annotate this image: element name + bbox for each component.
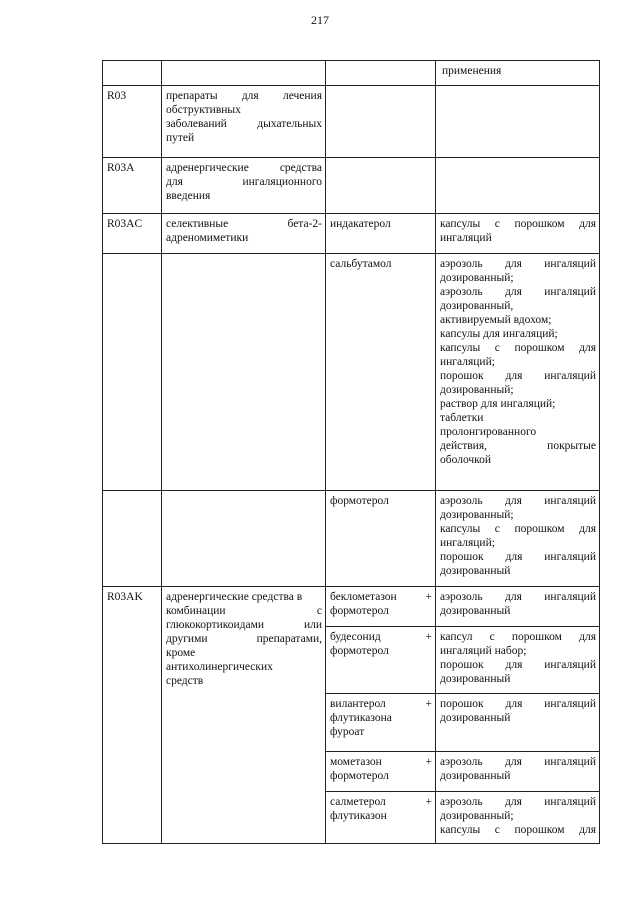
inn-cell [326, 694, 436, 752]
text-line: порошок для ингаляций [440, 370, 596, 382]
text-line: ингаляций набор; [440, 645, 527, 657]
table-cell [326, 61, 436, 86]
inn-cell: сальбутамол [326, 254, 436, 491]
plus-sign: + [425, 591, 432, 603]
text-line: аэрозоль для ингаляций [440, 591, 596, 603]
table-row [103, 158, 600, 214]
text-line: адренергические средства в [166, 591, 303, 603]
text-line: дозированный [440, 605, 511, 617]
text-line: порошок для ингаляций [440, 698, 596, 710]
table-row [103, 61, 600, 86]
column-header-usage: применения [436, 61, 600, 86]
plus-sign: + [425, 756, 432, 768]
table-cell [103, 61, 162, 86]
plus-sign: + [425, 796, 432, 808]
text-line: заболеваний дыхательных [166, 118, 322, 130]
text-line: капсулы для ингаляций; [440, 328, 558, 340]
atc-code [103, 254, 162, 491]
table-row [103, 214, 600, 254]
atc-group-name [162, 158, 326, 214]
page-number: 217 [311, 13, 329, 27]
table-row [103, 587, 600, 627]
text-line: капсулы с порошком для [440, 342, 596, 354]
text-line: порошок для ингаляций [440, 551, 596, 563]
text-line: комбинации с [166, 605, 322, 617]
text-line: пролонгированного [440, 426, 537, 438]
inn-cell [326, 158, 436, 214]
text-line: обструктивных [166, 104, 241, 116]
plus-sign: + [425, 631, 432, 643]
forms-cell [436, 587, 600, 627]
inn-cell: формотерол [326, 491, 436, 587]
text-line: аэрозоль для ингаляций [440, 258, 596, 270]
atc-group-name [162, 587, 326, 844]
text-line: капсул с порошком для [440, 631, 596, 643]
text-line: ингаляций; [440, 356, 495, 368]
text-line: формотерол [330, 645, 389, 657]
forms-cell [436, 627, 600, 694]
text-line: дозированный [440, 712, 511, 724]
text-line: дозированный, [440, 300, 514, 312]
inn-cell [326, 627, 436, 694]
forms-cell [436, 158, 600, 214]
text-line: капсулы с порошком для [440, 523, 596, 535]
forms-cell [436, 792, 600, 844]
text-line: оболочкой [440, 454, 492, 466]
text-line: средств [166, 675, 204, 687]
text-line: формотерол [330, 605, 389, 617]
atc-code: R03AK [103, 587, 162, 844]
text-line: аэрозоль для ингаляций [440, 756, 596, 768]
plus-sign: + [425, 698, 432, 710]
atc-group-name [162, 491, 326, 587]
text-line: селективные бета-2- [166, 218, 322, 230]
table-cell [162, 61, 326, 86]
forms-cell [436, 491, 600, 587]
text-line: таблетки [440, 412, 484, 424]
inn-cell [326, 86, 436, 158]
atc-code: R03A [103, 158, 162, 214]
text-line: ингаляций [440, 232, 492, 244]
text-line: дозированный; [440, 384, 514, 396]
text-line: аэрозоль для ингаляций [440, 286, 596, 298]
atc-code [103, 491, 162, 587]
text-line: антихолинергических [166, 661, 273, 673]
text-line: адреномиметики [166, 232, 249, 244]
text-line: активируемый вдохом; [440, 314, 552, 326]
text-line: дозированный [440, 770, 511, 782]
atc-code: R03AC [103, 214, 162, 254]
forms-cell [436, 214, 600, 254]
inn-cell [326, 792, 436, 844]
text-line: фуроат [330, 726, 365, 738]
forms-cell [436, 254, 600, 491]
text-line: глюкокортикоидами или [166, 619, 322, 631]
text-line: дозированный [440, 673, 511, 685]
text-line: другими препаратами, [166, 633, 322, 645]
text-line: капсулы с порошком для [440, 218, 596, 230]
text-line: аэрозоль для ингаляций [440, 495, 596, 507]
forms-cell [436, 752, 600, 792]
text-line: дозированный; [440, 272, 514, 284]
atc-code: R03 [103, 86, 162, 158]
drug-table [102, 60, 600, 844]
text-line: капсулы с порошком для [440, 824, 596, 836]
text-line: дозированный; [440, 810, 514, 822]
atc-group-name [162, 214, 326, 254]
text-line: действия, покрытые [440, 440, 596, 452]
text-line: дозированный; [440, 509, 514, 521]
atc-group-name [162, 86, 326, 158]
text-line: салметерол [330, 796, 386, 808]
forms-cell [436, 694, 600, 752]
text-line: порошок для ингаляций [440, 659, 596, 671]
inn-cell [326, 587, 436, 627]
table-row [103, 86, 600, 158]
text-line: флутиказон [330, 810, 387, 822]
atc-group-name [162, 254, 326, 491]
forms-cell [436, 86, 600, 158]
text-line: путей [166, 132, 195, 144]
table-row [103, 491, 600, 587]
text-line: адренергические средства [166, 162, 322, 174]
text-line: вилантерол [330, 698, 386, 710]
text-line: флутиказона [330, 712, 392, 724]
text-line: аэрозоль для ингаляций [440, 796, 596, 808]
inn-cell: индакатерол [326, 214, 436, 254]
text-line: мометазон [330, 756, 382, 768]
text-line: дозированный [440, 565, 511, 577]
text-line: для ингаляционного [166, 176, 322, 188]
text-line: кроме [166, 647, 196, 659]
table-row [103, 254, 600, 491]
text-line: беклометазон [330, 591, 397, 603]
text-line: будесонид [330, 631, 381, 643]
text-line: ингаляций; [440, 537, 495, 549]
text-line: формотерол [330, 770, 389, 782]
inn-cell [326, 752, 436, 792]
text-line: раствор для ингаляций; [440, 398, 556, 410]
text-line: введения [166, 190, 211, 202]
text-line: препараты для лечения [166, 90, 322, 102]
